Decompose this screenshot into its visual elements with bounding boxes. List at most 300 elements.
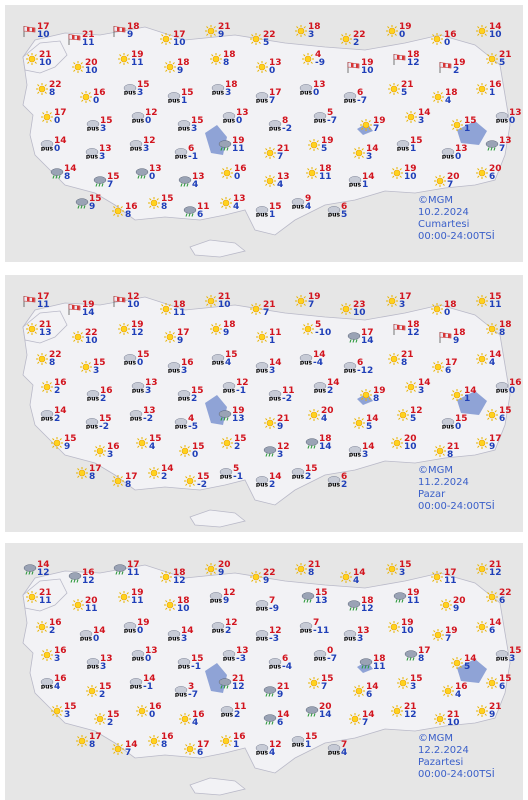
min-temperature: 6 — [277, 718, 284, 728]
min-temperature: 14 — [319, 442, 332, 452]
weather-marker — [111, 473, 137, 489]
max-temperature: 16 — [82, 568, 95, 578]
weather-marker — [50, 703, 76, 719]
weather-marker — [390, 435, 416, 451]
weather-marker — [396, 675, 422, 691]
svg-text:pus: pus — [40, 683, 54, 689]
max-temperature: 14 — [54, 136, 67, 146]
forecast-date: 12.2.2024 — [418, 745, 469, 756]
max-temperature: 13 — [509, 108, 522, 118]
max-temperature: 21 — [404, 702, 417, 712]
weather-marker — [85, 683, 111, 699]
weather-marker — [249, 569, 275, 585]
max-temperature: 20 — [85, 58, 98, 68]
max-temperature: 16 — [509, 378, 522, 388]
max-temperature: 14 — [362, 442, 375, 452]
weather-marker — [339, 301, 365, 317]
credit-label: ©MGM — [418, 465, 454, 476]
min-temperature: -1 — [188, 152, 198, 162]
weather-marker — [385, 561, 411, 577]
min-temperature: 7 — [277, 152, 284, 162]
min-temperature: 7 — [269, 96, 276, 106]
max-temperature: 14 — [489, 618, 502, 628]
svg-text:pus: pus — [174, 691, 188, 697]
weather-marker — [222, 109, 248, 125]
min-temperature: 0 — [54, 144, 61, 154]
weather-marker — [343, 358, 374, 376]
max-temperature: 22 — [353, 30, 366, 40]
max-temperature: 14 — [143, 674, 156, 684]
min-temperature: 12 — [82, 576, 95, 586]
max-temperature: 12 — [277, 442, 290, 452]
svg-text:pus: pus — [299, 627, 313, 633]
weather-marker — [396, 137, 422, 153]
min-temperature: 4 — [149, 442, 156, 452]
min-temperature: 12 — [404, 710, 417, 720]
max-temperature: 17 — [269, 88, 282, 98]
min-temperature: 3 — [93, 366, 100, 376]
max-temperature: 13 — [145, 378, 158, 388]
svg-text:pus: pus — [441, 423, 455, 429]
min-temperature: 2 — [161, 472, 168, 482]
weather-marker — [268, 655, 294, 671]
max-temperature: 21 — [401, 80, 414, 90]
weather-marker — [75, 195, 101, 211]
svg-text:pus: pus — [177, 663, 191, 669]
max-temperature: 15 — [455, 414, 468, 424]
weather-marker — [204, 23, 230, 39]
max-temperature: 19 — [308, 292, 321, 302]
max-temperature: 3 — [188, 682, 195, 692]
svg-text:pus: pus — [222, 655, 236, 661]
svg-text:pus: pus — [255, 367, 269, 373]
weather-marker — [301, 320, 332, 338]
min-temperature: -1 — [143, 682, 153, 692]
min-temperature: 10 — [401, 626, 414, 636]
min-temperature: 0 — [137, 626, 144, 636]
svg-text:pus: pus — [129, 415, 143, 421]
min-temperature: 6 — [499, 682, 506, 692]
min-temperature: 0 — [149, 710, 156, 720]
weather-marker — [79, 627, 105, 643]
min-temperature: 9 — [453, 604, 460, 614]
max-temperature: 18 — [127, 22, 140, 32]
max-temperature: 21 — [277, 414, 290, 424]
max-temperature: 15 — [315, 588, 328, 598]
max-temperature: 16 — [234, 164, 247, 174]
svg-text:pus: pus — [313, 387, 327, 393]
max-temperature: 16 — [93, 88, 106, 98]
weather-marker — [299, 618, 330, 636]
min-temperature: 0 — [149, 172, 156, 182]
weather-marker — [35, 619, 61, 635]
min-temperature: 13 — [39, 328, 52, 338]
weather-marker — [307, 137, 333, 153]
min-temperature: 1 — [489, 88, 496, 98]
weather-marker — [71, 329, 97, 345]
min-temperature: 2 — [341, 480, 348, 490]
weather-marker — [439, 59, 465, 75]
weather-marker — [93, 173, 119, 189]
min-temperature: 1 — [305, 740, 312, 750]
max-temperature: 21 — [277, 144, 290, 154]
min-temperature: 4 — [341, 748, 348, 758]
min-temperature: 12 — [361, 604, 374, 614]
weather-marker — [68, 301, 94, 317]
weather-marker — [327, 741, 353, 757]
svg-text:pus: pus — [211, 359, 225, 365]
max-temperature: 21 — [232, 674, 245, 684]
min-temperature: 2 — [225, 626, 232, 636]
min-temperature: 10 — [127, 300, 140, 310]
weather-marker — [68, 31, 94, 47]
weather-marker — [433, 711, 459, 727]
min-temperature: 0 — [54, 116, 61, 126]
min-temperature: 9 — [277, 422, 284, 432]
weather-marker — [50, 165, 76, 181]
weather-marker — [219, 195, 245, 211]
weather-marker — [222, 647, 248, 663]
svg-text:pus: pus — [40, 145, 54, 151]
min-temperature: 12 — [407, 58, 420, 68]
max-temperature: 17 — [177, 328, 190, 338]
max-temperature: 14 — [161, 464, 174, 474]
min-temperature: 8 — [49, 358, 56, 368]
min-temperature: 0 — [313, 88, 320, 98]
weather-marker — [129, 675, 155, 691]
weather-marker — [347, 597, 373, 613]
weather-marker — [209, 589, 235, 605]
min-temperature: 9 — [489, 442, 496, 452]
max-temperature: 15 — [499, 674, 512, 684]
max-temperature: 12 — [127, 292, 140, 302]
max-temperature: 21 — [489, 702, 502, 712]
weather-marker — [219, 733, 245, 749]
min-temperature: 1 — [362, 180, 369, 190]
min-temperature: 3 — [137, 88, 144, 98]
svg-text:pus: pus — [348, 181, 362, 187]
max-temperature: 14 — [64, 164, 77, 174]
weather-marker — [495, 379, 521, 395]
max-temperature: 6 — [188, 144, 195, 154]
max-temperature: 17 — [489, 434, 502, 444]
weather-marker — [129, 137, 155, 153]
min-temperature: 6 — [489, 172, 496, 182]
min-temperature: 3 — [399, 300, 406, 310]
weather-marker — [291, 195, 317, 211]
max-temperature: 18 — [173, 300, 186, 310]
weather-marker — [347, 59, 373, 75]
min-temperature: -2 — [143, 414, 153, 424]
weather-marker — [209, 321, 235, 337]
min-temperature: 10 — [361, 66, 374, 76]
min-temperature: 3 — [418, 116, 425, 126]
max-temperature: 12 — [143, 136, 156, 146]
max-temperature: 14 — [418, 108, 431, 118]
min-temperature: 8 — [418, 654, 425, 664]
svg-text:pus: pus — [222, 117, 236, 123]
min-temperature: 10 — [37, 30, 50, 40]
svg-text:pus: pus — [174, 153, 188, 159]
min-temperature: 9 — [218, 568, 225, 578]
min-temperature: 4 — [192, 180, 199, 190]
weather-marker — [431, 89, 457, 105]
max-temperature: 15 — [234, 434, 247, 444]
min-temperature: 8 — [89, 472, 96, 482]
weather-marker — [111, 741, 137, 757]
weather-marker — [475, 435, 501, 451]
min-temperature: 0 — [509, 386, 516, 396]
max-temperature: 15 — [107, 172, 120, 182]
weather-marker — [352, 415, 378, 431]
min-temperature: 9 — [89, 202, 96, 212]
svg-text:pus: pus — [167, 635, 181, 641]
min-temperature: 3 — [357, 634, 364, 644]
max-temperature: 19 — [445, 626, 458, 636]
svg-text:pus: pus — [327, 481, 341, 487]
weather-marker — [174, 145, 200, 161]
weather-marker — [111, 203, 137, 219]
max-temperature: 9 — [305, 194, 312, 204]
max-temperature: 16 — [100, 386, 113, 396]
min-temperature: 2 — [54, 414, 61, 424]
weather-marker — [123, 351, 149, 367]
min-temperature: -7 — [327, 116, 337, 126]
weather-marker — [177, 655, 203, 671]
forecast-day: Pazar — [418, 489, 446, 500]
min-temperature: 6 — [366, 690, 373, 700]
weather-marker — [485, 321, 511, 337]
max-temperature: 20 — [321, 406, 334, 416]
max-temperature: 13 — [236, 646, 249, 656]
weather-marker — [268, 117, 294, 133]
min-temperature: 5 — [499, 58, 506, 68]
svg-text:pus: pus — [343, 367, 357, 373]
svg-text:pus: pus — [167, 367, 181, 373]
weather-marker — [183, 473, 209, 489]
weather-marker — [113, 293, 139, 309]
weather-marker — [129, 407, 155, 423]
svg-text:pus: pus — [313, 655, 327, 661]
min-temperature: 9 — [223, 596, 230, 606]
weather-marker — [159, 31, 185, 47]
weather-marker — [387, 351, 413, 367]
min-temperature: -7 — [188, 690, 198, 700]
weather-marker — [204, 561, 230, 577]
max-temperature: 14 — [37, 560, 50, 570]
svg-text:pus: pus — [131, 655, 145, 661]
weather-marker — [218, 407, 244, 423]
weather-marker — [495, 647, 521, 663]
min-temperature: 6 — [445, 366, 452, 376]
credit-label: ©MGM — [418, 733, 454, 744]
min-temperature: -9 — [315, 58, 325, 68]
max-temperature: 14 — [366, 682, 379, 692]
max-temperature: 14 — [366, 144, 379, 154]
svg-text:pus: pus — [211, 627, 225, 633]
max-temperature: 5 — [327, 108, 334, 118]
weather-marker — [255, 89, 281, 105]
max-temperature: 16 — [455, 682, 468, 692]
weather-marker — [359, 117, 385, 133]
max-temperature: 15 — [149, 434, 162, 444]
weather-marker — [220, 165, 246, 181]
max-temperature: 18 — [223, 320, 236, 330]
max-temperature: 16 — [181, 358, 194, 368]
min-temperature: 10 — [404, 442, 417, 452]
min-temperature: 5 — [341, 210, 348, 220]
min-temperature: 12 — [489, 568, 502, 578]
forecast-day: Cumartesi — [418, 219, 470, 230]
min-temperature: 3 — [100, 124, 107, 134]
max-temperature: 23 — [353, 300, 366, 310]
min-temperature: 11 — [37, 300, 50, 310]
min-temperature: 6 — [499, 414, 506, 424]
min-temperature: 6 — [197, 748, 204, 758]
weather-marker — [86, 117, 112, 133]
max-temperature: 15 — [137, 350, 150, 360]
min-temperature: 3 — [145, 386, 152, 396]
max-temperature: 16 — [192, 710, 205, 720]
weather-marker — [23, 293, 49, 309]
max-temperature: 16 — [125, 202, 138, 212]
max-temperature: 17 — [125, 472, 138, 482]
weather-marker — [441, 415, 467, 431]
weather-marker — [313, 379, 339, 395]
min-temperature: 4 — [489, 358, 496, 368]
min-temperature: 10 — [353, 308, 366, 318]
weather-marker — [291, 465, 317, 481]
min-temperature: 3 — [64, 710, 71, 720]
min-temperature: 11 — [85, 604, 98, 614]
weather-marker — [75, 733, 101, 749]
max-temperature: 14 — [362, 172, 375, 182]
svg-text:pus: pus — [255, 97, 269, 103]
forecast-hours: 00:00-24:00TSİ — [418, 769, 495, 780]
min-temperature: 0 — [455, 152, 462, 162]
max-temperature: 14 — [464, 654, 477, 664]
max-temperature: 15 — [161, 194, 174, 204]
max-temperature: 21 — [218, 292, 231, 302]
weather-marker — [211, 619, 237, 635]
weather-marker — [396, 407, 422, 423]
max-temperature: 18 — [308, 22, 321, 32]
svg-text:pus: pus — [209, 597, 223, 603]
min-temperature: 3 — [362, 450, 369, 460]
min-temperature: 0 — [444, 308, 451, 318]
weather-marker — [85, 415, 111, 431]
min-temperature: 6 — [197, 210, 204, 220]
max-temperature: 13 — [149, 164, 162, 174]
max-temperature: 15 — [499, 406, 512, 416]
min-temperature: 10 — [489, 30, 502, 40]
min-temperature: 3 — [225, 88, 232, 98]
max-temperature: 21 — [499, 50, 512, 60]
min-temperature: 9 — [177, 336, 184, 346]
weather-marker — [352, 145, 378, 161]
weather-marker — [301, 51, 327, 67]
weather-marker — [255, 741, 281, 757]
max-temperature: 13 — [269, 58, 282, 68]
svg-text:pus: pus — [85, 423, 99, 429]
svg-text:pus: pus — [86, 395, 100, 401]
weather-marker — [183, 741, 209, 757]
weather-marker — [495, 109, 521, 125]
min-temperature: -12 — [357, 366, 374, 376]
svg-text:pus: pus — [255, 635, 269, 641]
max-temperature: 14 — [489, 350, 502, 360]
min-temperature: 7 — [263, 308, 270, 318]
max-temperature: 21 — [263, 300, 276, 310]
max-temperature: 14 — [327, 378, 340, 388]
min-temperature: 1 — [233, 740, 240, 750]
max-temperature: 20 — [489, 164, 502, 174]
min-temperature: 8 — [125, 480, 132, 490]
min-temperature: 0 — [236, 116, 243, 126]
max-temperature: 6 — [341, 472, 348, 482]
max-temperature: 13 — [455, 144, 468, 154]
max-temperature: 17 — [37, 292, 50, 302]
svg-text:pus: pus — [495, 655, 509, 661]
min-temperature: 11 — [131, 596, 144, 606]
max-temperature: 19 — [232, 406, 245, 416]
weather-marker — [113, 23, 139, 39]
min-temperature: 0 — [145, 116, 152, 126]
max-temperature: 15 — [464, 116, 477, 126]
max-temperature: 13 — [99, 144, 112, 154]
min-temperature: 3 — [418, 386, 425, 396]
min-temperature: 10 — [173, 38, 186, 48]
max-temperature: 6 — [357, 88, 364, 98]
weather-marker — [327, 203, 353, 219]
max-temperature: 20 — [404, 434, 417, 444]
min-temperature: 5 — [263, 38, 270, 48]
min-temperature: 12 — [407, 328, 420, 338]
weather-marker — [163, 329, 189, 345]
max-temperature: 15 — [107, 710, 120, 720]
weather-marker — [178, 711, 204, 727]
weather-marker — [177, 387, 203, 403]
min-temperature: 4 — [321, 414, 328, 424]
weather-marker — [219, 465, 245, 481]
min-temperature: 1 — [269, 210, 276, 220]
weather-marker — [85, 145, 111, 161]
max-temperature: 22 — [49, 80, 62, 90]
svg-text:pus: pus — [167, 97, 181, 103]
weather-marker — [135, 165, 161, 181]
min-temperature: 1 — [269, 336, 276, 346]
min-temperature: 9 — [218, 30, 225, 40]
min-temperature: 1 — [181, 96, 188, 106]
min-temperature: 9 — [453, 336, 460, 346]
max-temperature: 18 — [373, 654, 386, 664]
weather-marker — [222, 379, 248, 395]
min-temperature: 11 — [373, 662, 386, 672]
max-temperature: 21 — [401, 350, 414, 360]
min-temperature: 3 — [410, 682, 417, 692]
min-temperature: 8 — [447, 450, 454, 460]
max-temperature: 13 — [143, 406, 156, 416]
min-temperature: 3 — [269, 366, 276, 376]
weather-marker — [50, 435, 76, 451]
max-temperature: 13 — [233, 194, 246, 204]
min-temperature: 8 — [49, 88, 56, 98]
min-temperature: 7 — [499, 144, 506, 154]
min-temperature: 4 — [305, 202, 312, 212]
min-temperature: -4 — [313, 358, 323, 368]
min-temperature: 7 — [308, 300, 315, 310]
max-temperature: 21 — [489, 560, 502, 570]
